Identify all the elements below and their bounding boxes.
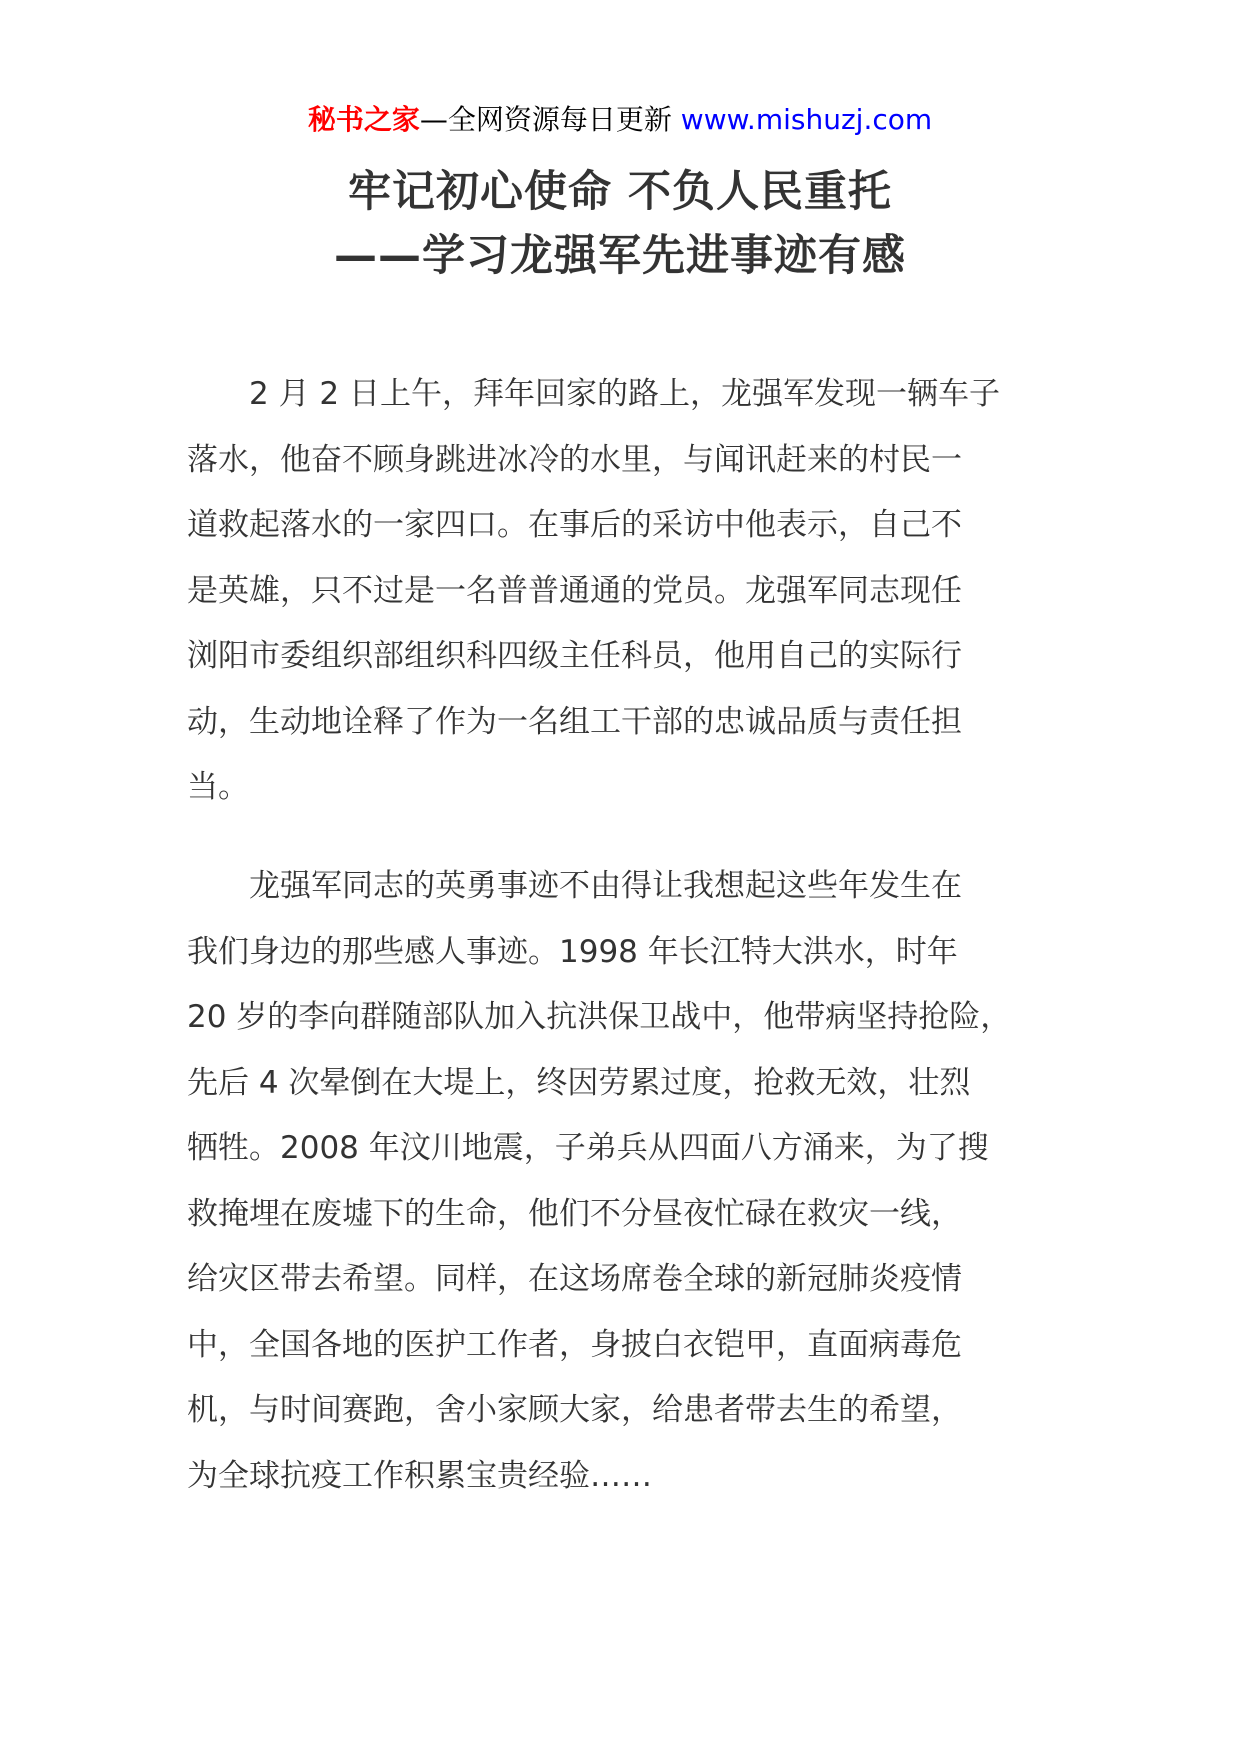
paragraph-line: 先后 4 次晕倒在大堤上，终因劳累过度，抢救无效，壮烈	[187, 1064, 971, 1101]
paragraph-line: 机，与时间赛跑，舍小家顾大家，给患者带去生的希望，	[187, 1392, 962, 1428]
paragraph-line: 浏阳市委组织部组织科四级主任科员，他用自己的实际行	[187, 638, 962, 674]
site-tagline: —全网资源每日更新	[419, 103, 672, 136]
paragraph-line: 道救起落水的一家四口。在事后的采访中他表示，自己不	[187, 507, 962, 543]
paragraph-line: 救掩埋在废墟下的生命，他们不分昼夜忙碌在救灾一线，	[187, 1195, 962, 1232]
paragraph-line: 当。	[187, 769, 249, 805]
document-title: 牢记初心使命 不负人民重托	[348, 167, 892, 217]
paragraph-line: 龙强军同志的英勇事迹不由得让我想起这些年发生在	[187, 868, 962, 904]
paragraph-2	[187, 854, 1067, 1509]
paragraph-line: 2 月 2 日上午，拜年回家的路上，龙强军发现一辆车子	[187, 376, 1001, 412]
paragraph-line: 是英雄，只不过是一名普普通通的党员。龙强军同志现任	[187, 572, 962, 609]
paragraph-line: 落水，他奋不顾身跳进冰冷的水里，与闻讯赶来的村民一	[187, 441, 962, 478]
paragraph-line: 我们身边的那些感人事迹。1998 年长江特大洪水，时年	[187, 933, 958, 970]
paragraph-line: 中，全国各地的医护工作者，身披白衣铠甲，直面病毒危	[187, 1326, 962, 1363]
site-header	[0, 100, 1240, 140]
site-url-link[interactable]: www.mishuzj.com	[680, 103, 933, 136]
paragraph-line: 20 岁的李向群随部队加入抗洪保卫战中，他带病坚持抢险，	[187, 999, 1012, 1035]
paragraph-line: 为全球抗疫工作积累宝贵经验……	[187, 1457, 652, 1494]
paragraph-line: 动，生动地诠释了作为一名组工干部的忠诚品质与责任担	[187, 703, 962, 740]
paragraph-line: 给灾区带去希望。同样，在这场席卷全球的新冠肺炎疫情	[187, 1261, 962, 1297]
paragraph-line: 牺牲。2008 年汶川地震，子弟兵从四面八方涌来，为了搜	[187, 1130, 989, 1166]
paragraph-1	[187, 362, 1067, 821]
brand-name: 秘书之家	[307, 103, 420, 136]
document-subtitle: ——学习龙强军先进事迹有感	[334, 231, 906, 281]
